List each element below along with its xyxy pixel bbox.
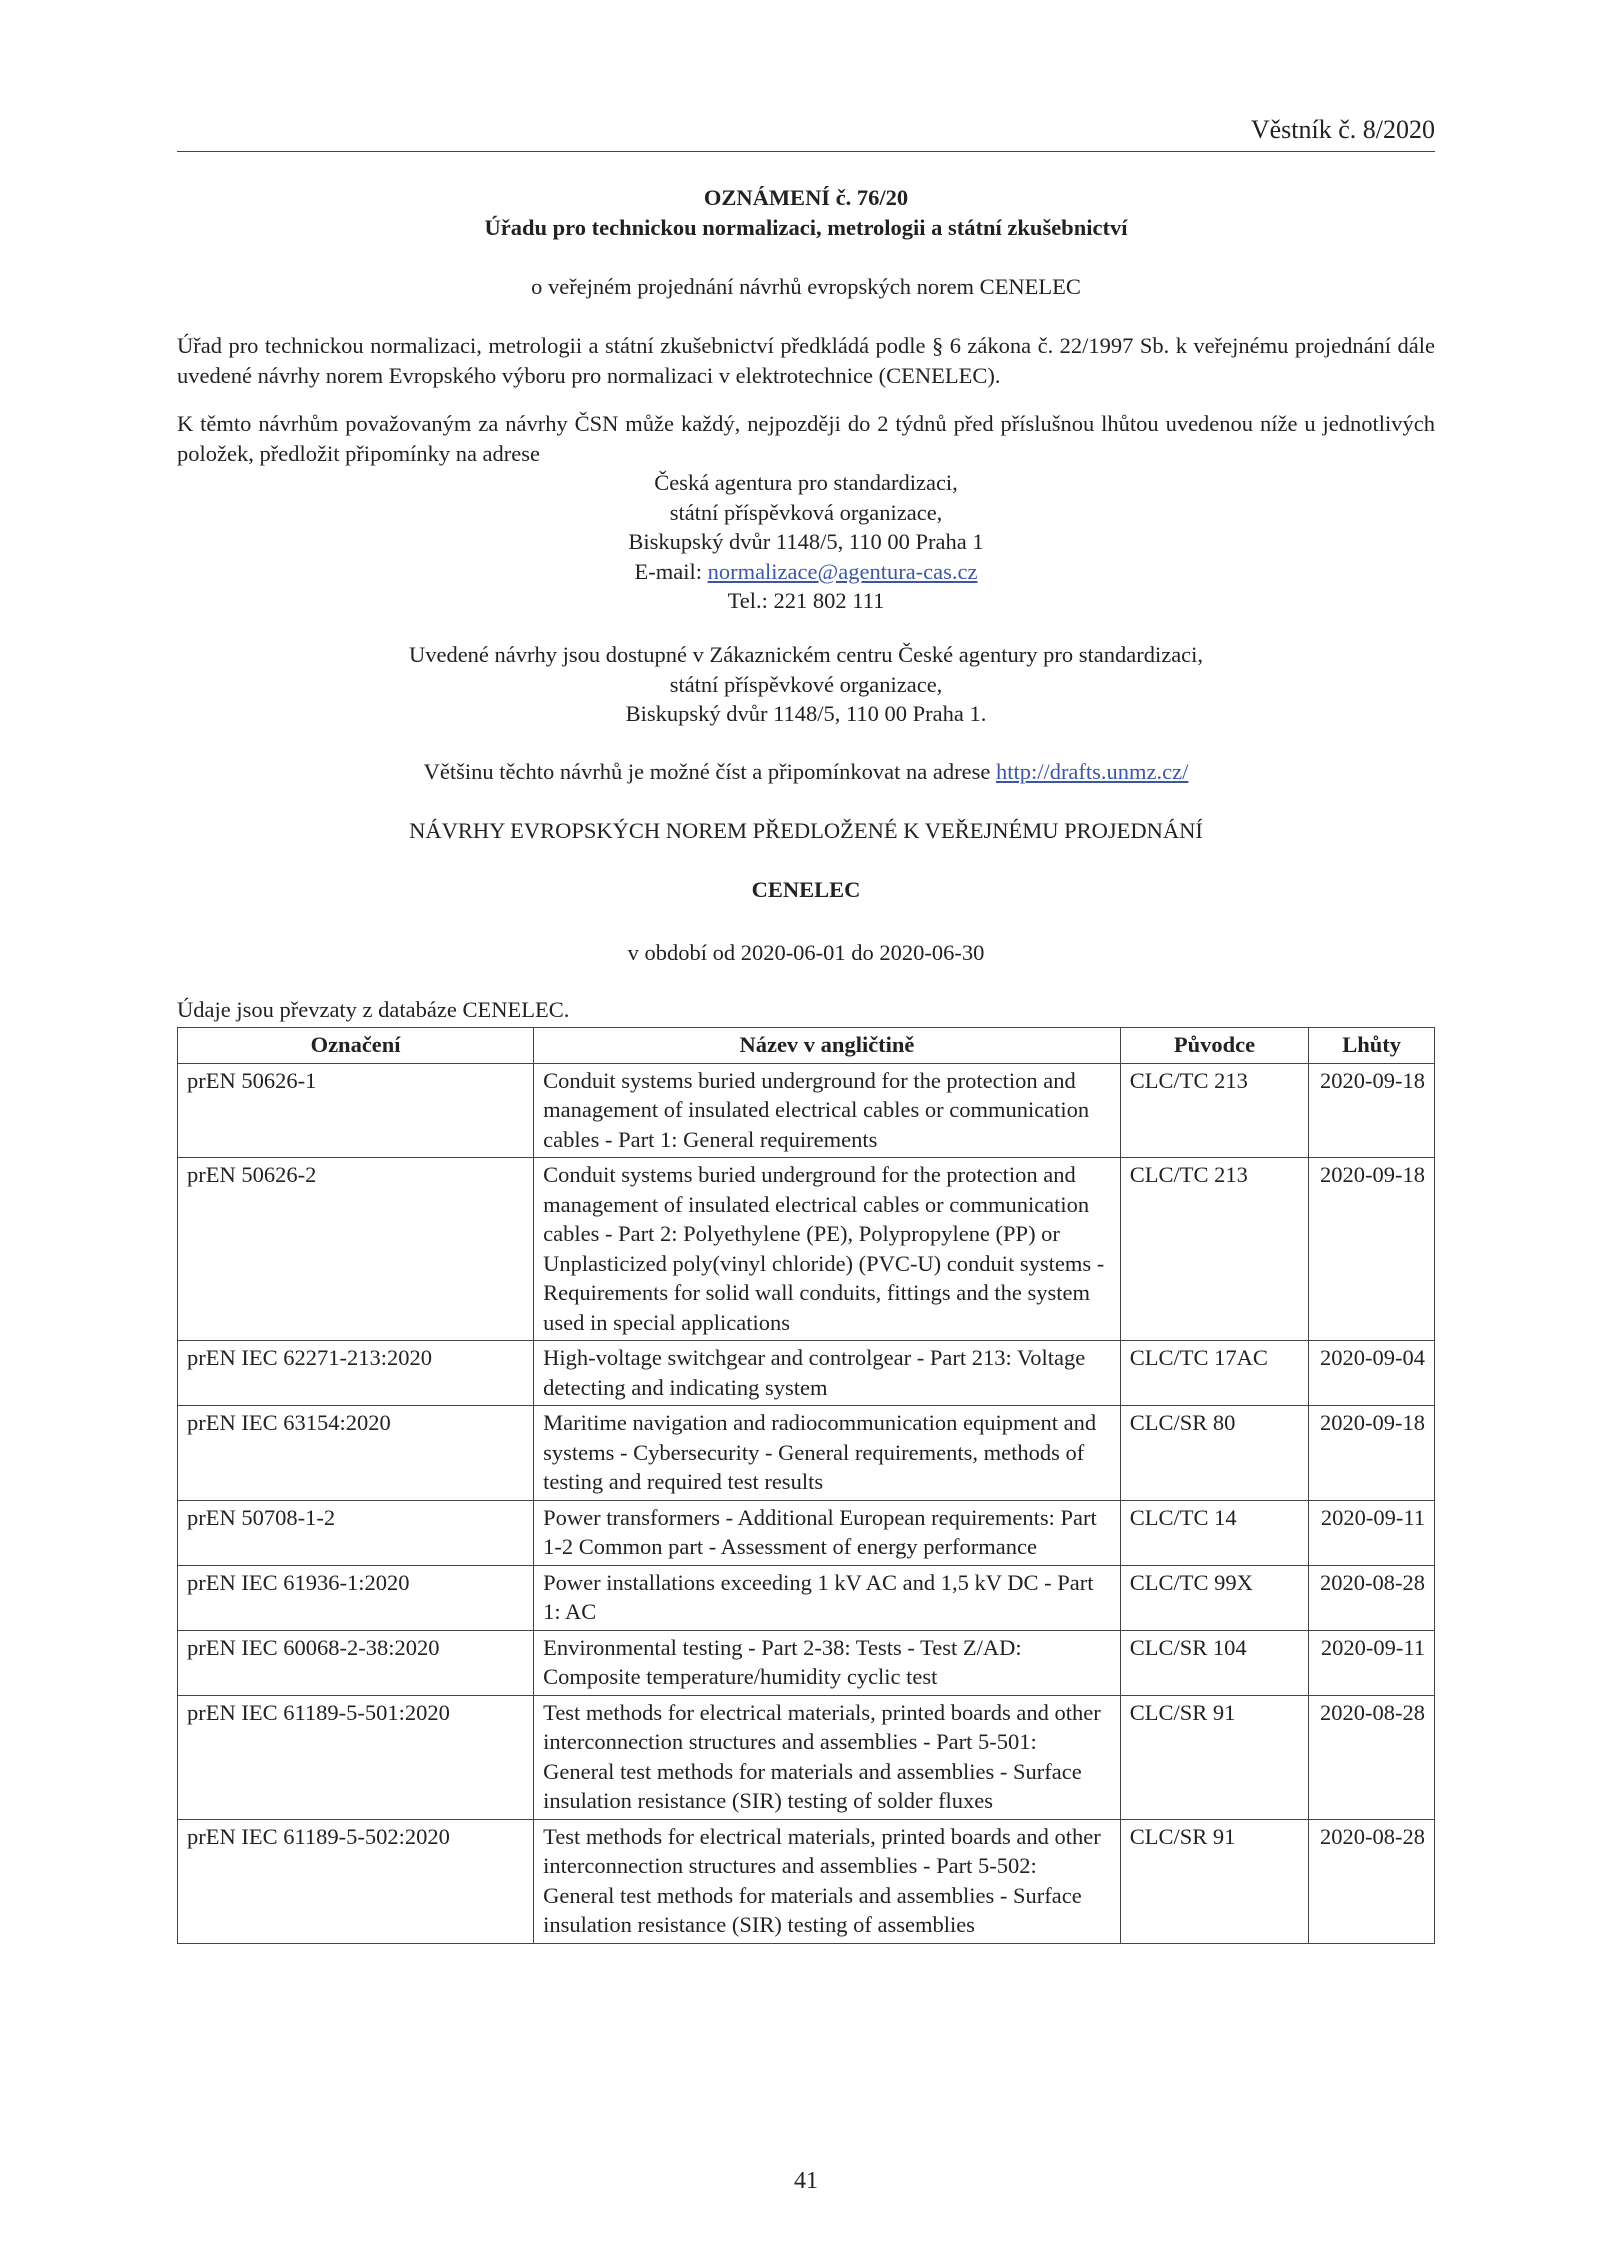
email-link[interactable]: normalizace@agentura-cas.cz [707, 558, 978, 584]
cell-title: Maritime navigation and radiocommunication equipment and systems - Cybersecurity - General requirements, methods of testing and required test results [534, 1406, 1121, 1501]
cell-title: High-voltage switchgear and controlgear - Part 213: Voltage detecting and indicating system [534, 1341, 1121, 1406]
phone-line: Tel.: 221 802 111 [727, 588, 885, 613]
org-heading: CENELEC [751, 877, 861, 902]
cell-deadline: 2020-09-18 [1309, 1158, 1435, 1341]
notice-office: Úřadu pro technickou normalizaci, metrologii a státní zkušebnictví [484, 215, 1128, 240]
cell-originator: CLC/SR 91 [1120, 1695, 1309, 1819]
cell-title: Power installations exceeding 1 kV AC and 1,5 kV DC - Part 1: AC [534, 1565, 1121, 1630]
availability-line-2: státní příspěvkové organizace, [669, 671, 943, 697]
availability-line-3: Biskupský dvůr 1148/5, 110 00 Praha 1. [625, 701, 987, 726]
table-row [178, 1158, 1435, 1341]
cell-originator: CLC/TC 213 [1120, 1158, 1309, 1341]
table-row [178, 1341, 1435, 1406]
page-number: 41 [794, 2168, 818, 2194]
cell-deadline: 2020-09-04 [1309, 1341, 1435, 1406]
notice-title: OZNÁMENÍ č. 76/20 [703, 185, 909, 210]
cell-designation: prEN 50626-2 [178, 1158, 534, 1341]
availability-block [177, 640, 1435, 729]
cell-deadline: 2020-08-28 [1309, 1819, 1435, 1943]
table-row [178, 1695, 1435, 1819]
header-deadline: Lhůty [1309, 1028, 1435, 1064]
email-label: E-mail: [634, 558, 708, 584]
email-line [177, 557, 1435, 587]
table-row [178, 1819, 1435, 1943]
table-header-row [178, 1028, 1435, 1064]
cell-title: Environmental testing - Part 2-38: Tests - Test Z/AD: Composite temperature/humidity cyclic test [534, 1630, 1121, 1695]
table-row [178, 1630, 1435, 1695]
norms-table [177, 1027, 1435, 1944]
cell-title: Test methods for electrical materials, printed boards and other interconnection structures and assemblies - Part 5-501: General test methods for materials and assemblies - Surface insulation resistance (SIR) testing of solder fluxes [534, 1695, 1121, 1819]
notice-subject: o veřejném projednání návrhů evropských norem CENELEC [531, 274, 1081, 299]
cell-title: Power transformers - Additional European requirements: Part 1-2 Common part - Assessment of energy performance [534, 1500, 1121, 1565]
cell-originator: CLC/SR 80 [1120, 1406, 1309, 1501]
cell-deadline: 2020-09-18 [1309, 1406, 1435, 1501]
cell-title: Conduit systems buried underground for the protection and management of insulated electrical cables or communication cables - Part 2: Polyethylene (PE), Polypropylene (PP) or Unplasticized poly(vinyl chloride) (PVC-U) conduit systems - Requirements for solid wall conduits, fittings and the system used in special applications [534, 1158, 1121, 1341]
intro-paragraph: Úřad pro technickou normalizaci, metrologii a státní zkušebnictví předkládá podle § 6 zákona č. 22/1997 Sb. k veřejnému projednání dále uvedené návrhy norem Evropského výboru pro normalizaci v elektrotechnice (CENELEC). [177, 333, 1435, 388]
cell-designation: prEN IEC 61936-1:2020 [178, 1565, 534, 1630]
cell-designation: prEN 50708-1-2 [178, 1500, 534, 1565]
cell-originator: CLC/TC 14 [1120, 1500, 1309, 1565]
cell-designation: prEN IEC 63154:2020 [178, 1406, 534, 1501]
cell-deadline: 2020-09-11 [1309, 1630, 1435, 1695]
cell-originator: CLC/TC 17AC [1120, 1341, 1309, 1406]
cell-deadline: 2020-09-11 [1309, 1500, 1435, 1565]
comments-paragraph: K těmto návrhům považovaným za návrhy ČSN může každý, nejpozději do 2 týdnů před příslušnou lhůtou uvedenou níže u jednotlivých položek, předložit připomínky na adrese [177, 411, 1435, 466]
cell-designation: prEN IEC 61189-5-502:2020 [178, 1819, 534, 1943]
availability-line-1: Uvedené návrhy jsou dostupné v Zákaznickém centru České agentury pro standardizaci, [408, 642, 1204, 667]
header-originator: Původce [1120, 1028, 1309, 1064]
cell-originator: CLC/SR 104 [1120, 1630, 1309, 1695]
table-row [178, 1406, 1435, 1501]
cell-deadline: 2020-08-28 [1309, 1695, 1435, 1819]
cell-deadline: 2020-09-18 [1309, 1063, 1435, 1158]
table-row [178, 1565, 1435, 1630]
cell-originator: CLC/SR 91 [1120, 1819, 1309, 1943]
address-line-1: Česká agentura pro standardizaci, [654, 470, 958, 495]
table-row [178, 1500, 1435, 1565]
cell-originator: CLC/TC 213 [1120, 1063, 1309, 1158]
cell-designation: prEN IEC 61189-5-501:2020 [178, 1695, 534, 1819]
cell-title: Conduit systems buried underground for the protection and management of insulated electrical cables or communication cables - Part 1: General requirements [534, 1063, 1121, 1158]
cell-designation: prEN IEC 60068-2-38:2020 [178, 1630, 534, 1695]
cell-designation: prEN IEC 62271-213:2020 [178, 1341, 534, 1406]
running-header: Věstník č. 8/2020 [177, 112, 1435, 152]
address-block [177, 468, 1435, 616]
source-note: Údaje jsou převzaty z databáze CENELEC. [177, 997, 570, 1022]
period-line: v období od 2020-06-01 do 2020-06-30 [627, 940, 985, 965]
cell-title: Test methods for electrical materials, printed boards and other interconnection structures and assemblies - Part 5-502: General test methods for materials and assemblies - Surface insulation resistance (SIR) testing of assemblies [534, 1819, 1121, 1943]
drafts-link[interactable]: http://drafts.unmz.cz/ [995, 759, 1189, 784]
online-line [177, 757, 1435, 787]
cell-designation: prEN 50626-1 [178, 1063, 534, 1158]
header-english-title: Název v angličtině [534, 1028, 1121, 1064]
cell-originator: CLC/TC 99X [1120, 1565, 1309, 1630]
section-heading: NÁVRHY EVROPSKÝCH NOREM PŘEDLOŽENÉ K VEŘEJNÉMU PROJEDNÁNÍ [409, 818, 1203, 843]
address-line-2: státní příspěvková organizace, [669, 499, 943, 525]
header-designation: Označení [178, 1028, 534, 1064]
address-line-3: Biskupský dvůr 1148/5, 110 00 Praha 1 [628, 529, 984, 554]
cell-deadline: 2020-08-28 [1309, 1565, 1435, 1630]
online-text: Většinu těchto návrhů je možné číst a připomínkovat na adrese [423, 759, 996, 784]
table-row [178, 1063, 1435, 1158]
